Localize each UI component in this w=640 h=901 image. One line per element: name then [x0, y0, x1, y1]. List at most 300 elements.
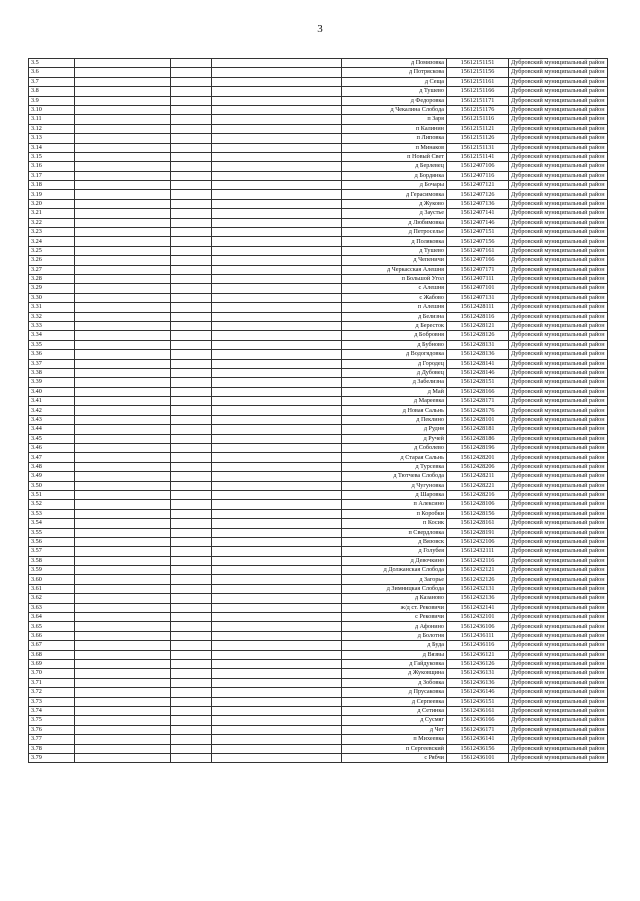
row-number: 3.45: [29, 434, 75, 443]
oktmo-code: 15612407166: [447, 256, 509, 265]
district-name: Дубровский муниципальный район: [509, 171, 608, 180]
empty-cell: [75, 472, 171, 481]
settlement-name: д Герасимовка: [342, 190, 447, 199]
empty-cell: [212, 472, 342, 481]
settlement-name: д Бордянка: [342, 171, 447, 180]
oktmo-code: 15612428151: [447, 378, 509, 387]
settlement-name: д Тютчева Слобода: [342, 472, 447, 481]
settlement-name: д Дубовец: [342, 368, 447, 377]
row-number: 3.61: [29, 584, 75, 593]
oktmo-code: 15612407116: [447, 171, 509, 180]
oktmo-code: 15612432126: [447, 575, 509, 584]
settlement-name: д Чет: [342, 725, 447, 734]
empty-cell: [75, 547, 171, 556]
empty-cell: [75, 321, 171, 330]
district-name: Дубровский муниципальный район: [509, 725, 608, 734]
district-name: Дубровский муниципальный район: [509, 134, 608, 143]
district-name: Дубровский муниципальный район: [509, 228, 608, 237]
oktmo-code: 15612428126: [447, 331, 509, 340]
oktmo-code: 15612151121: [447, 124, 509, 133]
empty-cell: [171, 87, 212, 96]
empty-cell: [212, 340, 342, 349]
empty-cell: [75, 228, 171, 237]
empty-cell: [212, 228, 342, 237]
empty-cell: [212, 162, 342, 171]
empty-cell: [75, 434, 171, 443]
table-row: [29, 321, 608, 330]
empty-cell: [75, 359, 171, 368]
district-name: Дубровский муниципальный район: [509, 209, 608, 218]
district-name: Дубровский муниципальный район: [509, 359, 608, 368]
settlement-name: д Сетинка: [342, 706, 447, 715]
district-name: Дубровский муниципальный район: [509, 293, 608, 302]
district-name: Дубровский муниципальный район: [509, 472, 608, 481]
empty-cell: [171, 397, 212, 406]
empty-cell: [212, 509, 342, 518]
oktmo-code: 15612428181: [447, 425, 509, 434]
settlement-name: д Пеклино: [342, 415, 447, 424]
empty-cell: [171, 77, 212, 86]
row-number: 3.44: [29, 425, 75, 434]
table-row: [29, 622, 608, 631]
row-number: 3.18: [29, 181, 75, 190]
oktmo-code: 15612407121: [447, 181, 509, 190]
oktmo-code: 15612407171: [447, 265, 509, 274]
row-number: 3.39: [29, 378, 75, 387]
row-number: 3.76: [29, 725, 75, 734]
empty-cell: [212, 256, 342, 265]
district-name: Дубровский муниципальный район: [509, 397, 608, 406]
table-row: [29, 453, 608, 462]
row-number: 3.68: [29, 650, 75, 659]
row-number: 3.64: [29, 613, 75, 622]
empty-cell: [171, 594, 212, 603]
empty-cell: [75, 537, 171, 546]
district-name: Дубровский муниципальный район: [509, 453, 608, 462]
settlement-name: д Любимовка: [342, 218, 447, 227]
empty-cell: [171, 321, 212, 330]
settlement-name: д Девочкино: [342, 556, 447, 565]
table-row: [29, 678, 608, 687]
empty-cell: [212, 594, 342, 603]
district-name: Дубровский муниципальный район: [509, 312, 608, 321]
row-number: 3.79: [29, 753, 75, 762]
row-number: 3.28: [29, 274, 75, 283]
settlement-name: д Берлевец: [342, 162, 447, 171]
table-row: [29, 472, 608, 481]
empty-cell: [212, 387, 342, 396]
settlement-name: п Алешня: [342, 303, 447, 312]
empty-cell: [212, 350, 342, 359]
table-row: [29, 735, 608, 744]
row-number: 3.9: [29, 96, 75, 105]
table-row: [29, 575, 608, 584]
empty-cell: [212, 321, 342, 330]
empty-cell: [171, 340, 212, 349]
oktmo-code: 15612428176: [447, 406, 509, 415]
empty-cell: [212, 434, 342, 443]
row-number: 3.47: [29, 453, 75, 462]
district-name: Дубровский муниципальный район: [509, 350, 608, 359]
row-number: 3.17: [29, 171, 75, 180]
row-number: 3.60: [29, 575, 75, 584]
empty-cell: [212, 303, 342, 312]
empty-cell: [75, 124, 171, 133]
settlement-name: д Болотня: [342, 631, 447, 640]
table-row: [29, 519, 608, 528]
table-row: [29, 481, 608, 490]
row-number: 3.20: [29, 199, 75, 208]
empty-cell: [75, 59, 171, 68]
oktmo-code: 15612436126: [447, 660, 509, 669]
oktmo-code: 15612432131: [447, 584, 509, 593]
empty-cell: [212, 688, 342, 697]
settlement-name: д Голубея: [342, 547, 447, 556]
table-row: [29, 688, 608, 697]
settlement-name: п Новый Свет: [342, 152, 447, 161]
empty-cell: [75, 397, 171, 406]
table-row: [29, 331, 608, 340]
empty-cell: [171, 134, 212, 143]
empty-cell: [75, 594, 171, 603]
table-row: [29, 434, 608, 443]
row-number: 3.58: [29, 556, 75, 565]
oktmo-code: 15612428216: [447, 490, 509, 499]
empty-cell: [75, 246, 171, 255]
table-row: [29, 744, 608, 753]
empty-cell: [212, 274, 342, 283]
row-number: 3.12: [29, 124, 75, 133]
row-number: 3.37: [29, 359, 75, 368]
empty-cell: [75, 500, 171, 509]
empty-cell: [212, 490, 342, 499]
row-number: 3.13: [29, 134, 75, 143]
table-row: [29, 566, 608, 575]
oktmo-code: 15612432111: [447, 547, 509, 556]
oktmo-code: 15612428141: [447, 359, 509, 368]
row-number: 3.66: [29, 631, 75, 640]
empty-cell: [75, 735, 171, 744]
empty-cell: [171, 199, 212, 208]
empty-cell: [75, 425, 171, 434]
district-name: Дубровский муниципальный район: [509, 68, 608, 77]
row-number: 3.23: [29, 228, 75, 237]
empty-cell: [171, 584, 212, 593]
oktmo-code: 15612436156: [447, 744, 509, 753]
table-row: [29, 256, 608, 265]
district-name: Дубровский муниципальный район: [509, 735, 608, 744]
empty-cell: [212, 190, 342, 199]
empty-cell: [171, 566, 212, 575]
settlement-name: д Афонино: [342, 622, 447, 631]
empty-cell: [212, 284, 342, 293]
empty-cell: [171, 59, 212, 68]
oktmo-code: 15612436171: [447, 725, 509, 734]
district-name: Дубровский муниципальный район: [509, 753, 608, 762]
empty-cell: [75, 706, 171, 715]
district-name: Дубровский муниципальный район: [509, 622, 608, 631]
empty-cell: [212, 152, 342, 161]
empty-cell: [212, 77, 342, 86]
empty-cell: [171, 556, 212, 565]
empty-cell: [75, 490, 171, 499]
oktmo-code: 15612407156: [447, 237, 509, 246]
row-number: 3.65: [29, 622, 75, 631]
empty-cell: [212, 246, 342, 255]
empty-cell: [212, 368, 342, 377]
empty-cell: [75, 143, 171, 152]
empty-cell: [75, 406, 171, 415]
settlement-name: д Новая Сальнь: [342, 406, 447, 415]
oktmo-code: 15612407106: [447, 162, 509, 171]
table-row: [29, 650, 608, 659]
row-number: 3.14: [29, 143, 75, 152]
empty-cell: [75, 105, 171, 114]
table-row: [29, 415, 608, 424]
empty-cell: [212, 143, 342, 152]
empty-cell: [171, 735, 212, 744]
table-row: [29, 537, 608, 546]
table-row: [29, 660, 608, 669]
oktmo-code: 15612432101: [447, 613, 509, 622]
empty-cell: [212, 378, 342, 387]
table-row: [29, 490, 608, 499]
district-name: Дубровский муниципальный район: [509, 528, 608, 537]
oktmo-code: 15612151131: [447, 143, 509, 152]
settlement-name: д Вязовск: [342, 537, 447, 546]
oktmo-code: 15612436106: [447, 622, 509, 631]
empty-cell: [171, 265, 212, 274]
empty-cell: [75, 650, 171, 659]
empty-cell: [212, 425, 342, 434]
oktmo-code: 15612428101: [447, 415, 509, 424]
district-name: Дубровский муниципальный район: [509, 237, 608, 246]
empty-cell: [171, 274, 212, 283]
empty-cell: [212, 547, 342, 556]
row-number: 3.22: [29, 218, 75, 227]
district-name: Дубровский муниципальный район: [509, 265, 608, 274]
empty-cell: [75, 688, 171, 697]
empty-cell: [212, 641, 342, 650]
row-number: 3.77: [29, 735, 75, 744]
empty-cell: [212, 209, 342, 218]
district-name: Дубровский муниципальный район: [509, 575, 608, 584]
empty-cell: [75, 134, 171, 143]
settlement-name: д Петроселье: [342, 228, 447, 237]
table-row: [29, 753, 608, 762]
table-row: [29, 303, 608, 312]
table-row: [29, 293, 608, 302]
empty-cell: [75, 378, 171, 387]
oktmo-code: 15612151171: [447, 96, 509, 105]
district-name: Дубровский муниципальный район: [509, 584, 608, 593]
empty-cell: [212, 181, 342, 190]
settlement-name: д Черкасская Алешня: [342, 265, 447, 274]
empty-cell: [212, 716, 342, 725]
table-row: [29, 359, 608, 368]
row-number: 3.15: [29, 152, 75, 161]
row-number: 3.78: [29, 744, 75, 753]
oktmo-code: 15612407136: [447, 199, 509, 208]
empty-cell: [212, 566, 342, 575]
empty-cell: [171, 312, 212, 321]
empty-cell: [171, 500, 212, 509]
empty-cell: [171, 472, 212, 481]
empty-cell: [212, 537, 342, 546]
oktmo-code: 15612428106: [447, 500, 509, 509]
settlement-name: д Гайдуковка: [342, 660, 447, 669]
settlement-name: п Большой Угол: [342, 274, 447, 283]
table-row: [29, 631, 608, 640]
empty-cell: [171, 425, 212, 434]
row-number: 3.24: [29, 237, 75, 246]
row-number: 3.50: [29, 481, 75, 490]
empty-cell: [75, 340, 171, 349]
empty-cell: [212, 660, 342, 669]
oktmo-code: 15612432121: [447, 566, 509, 575]
empty-cell: [75, 96, 171, 105]
empty-cell: [171, 706, 212, 715]
empty-cell: [212, 631, 342, 640]
empty-cell: [212, 556, 342, 565]
empty-cell: [75, 575, 171, 584]
district-name: Дубровский муниципальный район: [509, 444, 608, 453]
oktmo-code: 15612428161: [447, 519, 509, 528]
district-name: Дубровский муниципальный район: [509, 509, 608, 518]
empty-cell: [75, 697, 171, 706]
district-name: Дубровский муниципальный район: [509, 706, 608, 715]
empty-cell: [212, 397, 342, 406]
empty-cell: [75, 209, 171, 218]
page-number: 3: [317, 23, 323, 35]
oktmo-code: 15612151151: [447, 59, 509, 68]
oktmo-code: 15612407146: [447, 218, 509, 227]
settlement-name: д Рудня: [342, 425, 447, 434]
settlement-name: д Заустье: [342, 209, 447, 218]
settlement-name: д Бересток: [342, 321, 447, 330]
empty-cell: [171, 481, 212, 490]
district-name: Дубровский муниципальный район: [509, 387, 608, 396]
empty-cell: [75, 162, 171, 171]
empty-cell: [212, 500, 342, 509]
district-name: Дубровский муниципальный район: [509, 115, 608, 124]
oktmo-code: 15612151141: [447, 152, 509, 161]
empty-cell: [75, 622, 171, 631]
empty-cell: [212, 462, 342, 471]
district-name: Дубровский муниципальный район: [509, 537, 608, 546]
settlement-name: п Сергеевский: [342, 744, 447, 753]
table-row: [29, 162, 608, 171]
empty-cell: [75, 669, 171, 678]
table-row: [29, 124, 608, 133]
oktmo-code: 15612428111: [447, 303, 509, 312]
empty-cell: [75, 237, 171, 246]
table-row: [29, 462, 608, 471]
settlement-name: д Шаровка: [342, 490, 447, 499]
oktmo-code: 15612407101: [447, 284, 509, 293]
district-name: Дубровский муниципальный район: [509, 697, 608, 706]
empty-cell: [171, 678, 212, 687]
table-row: [29, 237, 608, 246]
table-row: [29, 406, 608, 415]
empty-cell: [75, 199, 171, 208]
settlement-name: п Липовка: [342, 134, 447, 143]
empty-cell: [212, 415, 342, 424]
oktmo-code: 15612428121: [447, 321, 509, 330]
settlements-table: [28, 58, 608, 763]
oktmo-code: 15612436116: [447, 641, 509, 650]
empty-cell: [171, 218, 212, 227]
empty-cell: [212, 603, 342, 612]
empty-cell: [75, 660, 171, 669]
table-row: [29, 340, 608, 349]
row-number: 3.5: [29, 59, 75, 68]
row-number: 3.56: [29, 537, 75, 546]
empty-cell: [171, 284, 212, 293]
table-row: [29, 77, 608, 86]
empty-cell: [75, 387, 171, 396]
row-number: 3.6: [29, 68, 75, 77]
district-name: Дубровский муниципальный район: [509, 547, 608, 556]
row-number: 3.21: [29, 209, 75, 218]
empty-cell: [171, 303, 212, 312]
table-row: [29, 59, 608, 68]
empty-cell: [171, 209, 212, 218]
settlement-name: д Поляковка: [342, 237, 447, 246]
settlement-name: с Рябчи: [342, 753, 447, 762]
district-name: Дубровский муниципальный район: [509, 678, 608, 687]
district-name: Дубровский муниципальный район: [509, 87, 608, 96]
table-row: [29, 246, 608, 255]
row-number: 3.59: [29, 566, 75, 575]
row-number: 3.16: [29, 162, 75, 171]
district-name: Дубровский муниципальный район: [509, 331, 608, 340]
empty-cell: [212, 406, 342, 415]
district-name: Дубровский муниципальный район: [509, 415, 608, 424]
empty-cell: [171, 152, 212, 161]
district-name: Дубровский муниципальный район: [509, 124, 608, 133]
empty-cell: [171, 181, 212, 190]
empty-cell: [171, 246, 212, 255]
table-row: [29, 425, 608, 434]
empty-cell: [171, 124, 212, 133]
oktmo-code: 15612436136: [447, 678, 509, 687]
district-name: Дубровский муниципальный район: [509, 246, 608, 255]
empty-cell: [171, 368, 212, 377]
empty-cell: [75, 190, 171, 199]
table-row: [29, 209, 608, 218]
empty-cell: [171, 453, 212, 462]
settlement-name: д Казаново: [342, 594, 447, 603]
empty-cell: [75, 556, 171, 565]
table-row: [29, 378, 608, 387]
empty-cell: [171, 162, 212, 171]
district-name: Дубровский муниципальный район: [509, 744, 608, 753]
oktmo-code: 15612407111: [447, 274, 509, 283]
settlement-name: д Чугуновка: [342, 481, 447, 490]
oktmo-code: 15612151156: [447, 68, 509, 77]
oktmo-code: 15612432106: [447, 537, 509, 546]
row-number: 3.57: [29, 547, 75, 556]
row-number: 3.74: [29, 706, 75, 715]
row-number: 3.25: [29, 246, 75, 255]
row-number: 3.19: [29, 190, 75, 199]
table-row: [29, 284, 608, 293]
empty-cell: [212, 528, 342, 537]
empty-cell: [171, 631, 212, 640]
district-name: Дубровский муниципальный район: [509, 425, 608, 434]
row-number: 3.49: [29, 472, 75, 481]
